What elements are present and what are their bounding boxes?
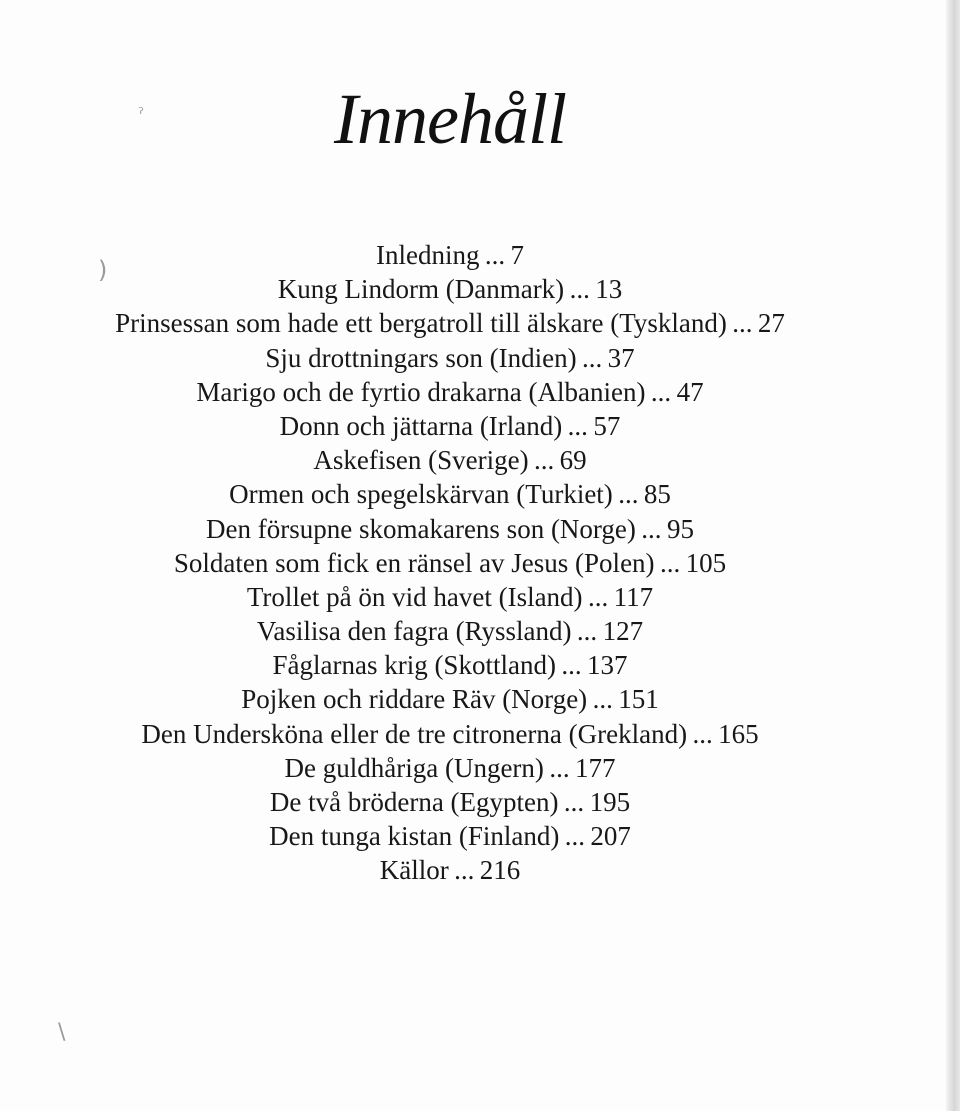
toc-entry-page: 117 [613, 581, 654, 612]
toc-entry [0, 238, 900, 272]
toc-entry-page: 37 [607, 342, 635, 373]
paper-speck: ) [98, 256, 108, 284]
toc-entry-page: 69 [559, 445, 587, 476]
toc-entry-separator: ... [645, 376, 677, 407]
toc-entry [0, 682, 900, 716]
toc-entry-title: Donn och jättarna (Irland) [279, 410, 563, 441]
toc-entry-title: Sju drottningars son (Indien) [265, 342, 577, 373]
toc-entry-separator: ... [479, 240, 511, 270]
toc-entry-page: 165 [718, 718, 759, 749]
toc-entry-title: Källor [379, 855, 449, 886]
page-edge-shadow [946, 0, 960, 1111]
toc-entry [0, 580, 900, 614]
toc-entry-title: Marigo och de fyrtio drakarna (Albanien) [196, 376, 646, 407]
toc-entry-page: 216 [479, 855, 521, 886]
toc-entry-separator: ... [562, 410, 594, 441]
toc-entry [0, 306, 900, 340]
toc-entry-title: Inledning [375, 240, 480, 270]
toc-entry-separator: ... [687, 718, 719, 749]
toc-entry-separator: ... [555, 650, 587, 681]
paper-speck: ˀ [138, 104, 144, 123]
toc-entry-page: 27 [757, 308, 785, 339]
toc-entry-separator: ... [726, 308, 758, 339]
toc-entry-separator: ... [576, 342, 608, 373]
toc-entry-separator: ... [448, 855, 480, 886]
toc-entry [0, 341, 900, 375]
toc-entry-separator: ... [564, 274, 596, 305]
toc-entry-title: Prinsessan som hade ett bergatroll till älskare (Tyskland) [115, 308, 727, 339]
toc-entry [0, 409, 900, 443]
toc-entry-title: Den försupne skomakarens son (Norge) [206, 513, 636, 544]
toc-entry-separator: ... [543, 752, 575, 783]
toc-entry-separator: ... [635, 513, 667, 544]
toc-entry-separator: ... [587, 684, 619, 715]
toc-entry [0, 272, 900, 306]
toc-entry-page: 195 [589, 787, 631, 817]
toc-entry [0, 477, 900, 511]
toc-entry [0, 648, 900, 682]
toc-entry-title: Fåglarnas krig (Skottland) [272, 650, 556, 681]
page-title: Innehåll [334, 79, 566, 159]
toc-entry-page: 137 [587, 650, 628, 681]
toc-entry-page: 85 [643, 479, 671, 510]
toc-entry-page: 207 [590, 821, 631, 852]
toc-entry-title: Trollet på ön vid havet (Island) [246, 581, 583, 612]
toc-entry-separator: ... [654, 547, 686, 578]
toc-entry-title: Soldaten som fick en ränsel av Jesus (Polen) [173, 547, 655, 578]
toc-entry-separator: ... [571, 616, 603, 647]
toc-entry-page: 127 [602, 616, 644, 647]
toc-entry-separator: ... [582, 581, 614, 612]
toc-entry-title: Vasilisa den fagra (Ryssland) [256, 616, 572, 647]
toc-entry-title: De två bröderna (Egypten) [269, 787, 559, 817]
toc-entry-title: Askefisen (Sverige) [313, 445, 529, 476]
toc-entry-title: Ormen och spegelskärvan (Turkiet) [229, 479, 613, 510]
toc-entry [0, 614, 900, 648]
toc-entry-title: De guldhåriga (Ungern) [284, 752, 544, 783]
toc-entry [0, 546, 900, 580]
toc-entry-page: 105 [685, 547, 727, 578]
toc-entry-title: Den tunga kistan (Finland) [269, 821, 560, 852]
toc-entry [0, 717, 900, 751]
toc-entry-page: 7 [510, 240, 525, 270]
paper-speck: \ [58, 1020, 66, 1045]
toc-entry [0, 751, 900, 785]
table-of-contents [0, 238, 900, 888]
toc-entry [0, 819, 900, 853]
toc-entry-separator: ... [612, 479, 644, 510]
toc-entry-separator: ... [559, 821, 591, 852]
toc-entry-title: Den Undersköna eller de tre citronerna (Grekland) [141, 718, 688, 749]
toc-entry-title: Pojken och riddare Räv (Norge) [241, 684, 588, 715]
toc-entry [0, 785, 900, 819]
toc-entry [0, 375, 900, 409]
toc-entry [0, 443, 900, 477]
toc-entry-separator: ... [528, 445, 560, 476]
toc-entry [0, 853, 900, 887]
toc-entry-page: 13 [595, 274, 623, 305]
toc-entry-title: Kung Lindorm (Danmark) [277, 274, 565, 305]
toc-entry [0, 512, 900, 546]
toc-entry-page: 177 [574, 752, 616, 783]
toc-entry-page: 47 [676, 376, 704, 407]
toc-entry-separator: ... [558, 787, 590, 817]
toc-entry-page: 95 [666, 513, 694, 544]
toc-entry-page: 57 [593, 410, 621, 441]
toc-entry-page: 151 [618, 684, 659, 715]
